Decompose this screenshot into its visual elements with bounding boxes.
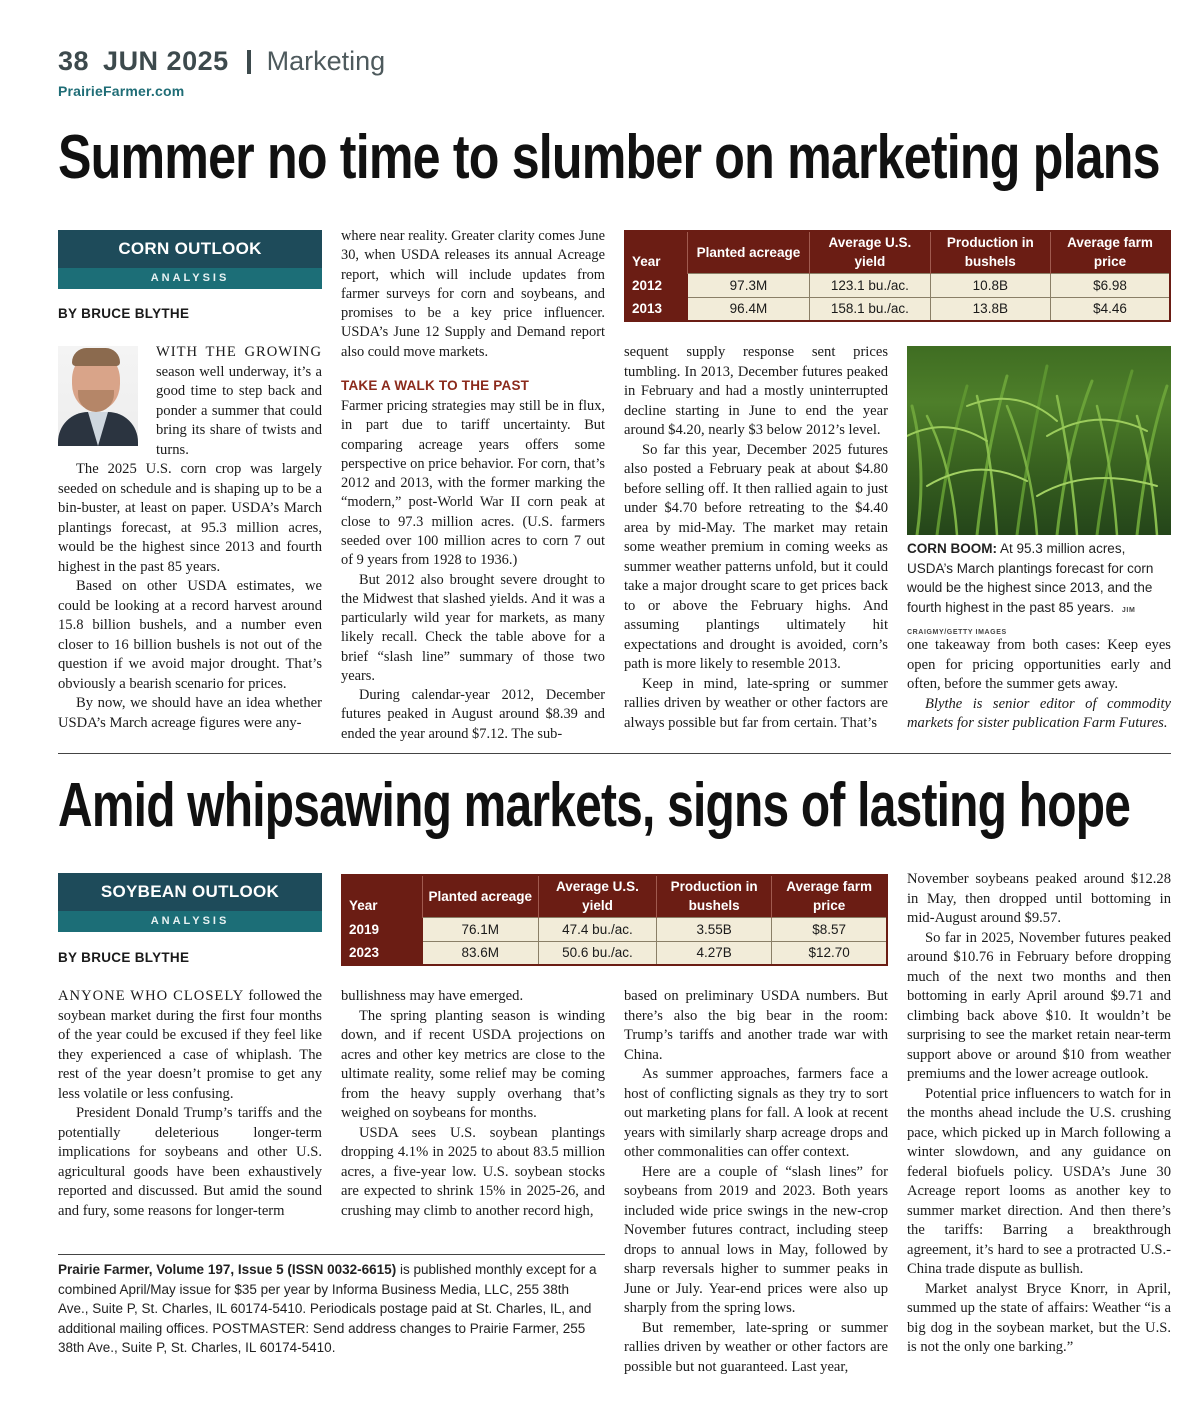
- table-cell: 3.55B: [657, 917, 772, 941]
- paragraph: Market analyst Bryce Knorr, in April, summed up the state of affairs: Weather “is a big dog in the soybean market, but the U.S. is not the only one barking.”: [907, 1280, 1171, 1355]
- article-1-headline: Summer no time to slumber on marketing plans: [58, 123, 1160, 192]
- table-row: [342, 941, 887, 965]
- outlook-subtitle: ANALYSIS: [58, 911, 322, 932]
- paragraph: Potential price influencers to watch for in the months ahead include the U.S. crushing pace, which picked up in March following a winter slowdown, and any guidance on federal biofuels policy. USDA’s June 30 Acreage report looms as another key to summer market direction. And then there’s the tariffs: Barring a breakthrough agreement, it’s hard to see a protracted U.S.-China trade dispute as bullish.: [907, 1085, 1171, 1277]
- table-cell: 97.3M: [687, 273, 809, 297]
- caption-lead: CORN BOOM:: [907, 541, 997, 556]
- colophon: [58, 1260, 598, 1358]
- paragraph: During calendar-year 2012, December futures peaked in August around $8.39 and ended the year around $7.12. The sub-: [341, 687, 605, 742]
- table-row: [625, 273, 1170, 297]
- table-cell: 96.4M: [687, 297, 809, 321]
- table-header: Year: [625, 231, 687, 273]
- paragraph: So far this year, December 2025 futures also posted a February peak at about $4.80 before selling off. It then rallied again to just under $4.70 before retreating to the $4.40 area by mid-May. The market may retain some weather premium in coming weeks as summer weather patterns unfold, but it could take a major drought scare to get prices back to or above the February highs. And assuming plantings ultimately hit expectations and drought is avoided, corn’s path is more likely to resemble 2013.: [624, 441, 888, 672]
- table-cell: 13.8B: [930, 297, 1050, 321]
- paragraph: The spring planting season is winding down, and if recent USDA projections on acres and other key metrics are close to the ultimate reality, some relief may be coming from the heavy supply overhang that’s weighed on soybeans for months.: [341, 1007, 605, 1121]
- article-2-column-4: [907, 870, 1171, 1358]
- paragraph: President Donald Trump’s tariffs and the potentially deleterious longer-term implications for soybeans and other U.S. agricultural goods have been exhaustively reported and discussed. But amid the sound and fury, some reasons for longer-term: [58, 1105, 322, 1219]
- paragraph: November soybeans peaked around $12.28 in May, then dropped until bottoming in mid-August around $9.57.: [907, 871, 1171, 926]
- page-header: [58, 46, 385, 99]
- paragraph: But remember, late-spring or summer rallies driven by weather or other factors are possible but not guaranteed. Last year,: [624, 1319, 888, 1375]
- table-cell: 47.4 bu./ac.: [538, 917, 656, 941]
- table-cell: $4.46: [1051, 297, 1170, 321]
- paragraph: USDA sees U.S. soybean plantings dropping 4.1% in 2025 to about 83.5 million acres, a five-year low. U.S. soybean stocks are expected to shrink 15% in 2025-26, and crushing may climb to another record high,: [341, 1124, 605, 1219]
- issue-date: JUN 2025: [103, 46, 229, 76]
- table-header: Production in bushels: [657, 875, 772, 917]
- byline: BY BRUCE BLYTHE: [58, 306, 190, 321]
- table-header: Planted acreage: [422, 875, 538, 917]
- paragraph: sequent supply response sent prices tumbling. In 2013, December futures peaked in February and had a mostly uninterrupted decline starting in June to end the year around $4.20, nearly $3 below 2012’s level.: [624, 344, 888, 438]
- article-2-column-3: [624, 987, 888, 1377]
- paragraph: By now, we should have an idea whether USDA’s March acreage figures were any-: [58, 695, 322, 731]
- paragraph: Farmer pricing strategies may still be in flux, in part due to tariff uncertainty. But comparing acreage years offers some perspective on price behavior. For corn, that’s 2012 and 2013, with the former marking the “modern,” post-World War II corn peak at close to 97.3 million acres. (U.S. farmers seeded over 100 million acres to corn 7 out of 9 years from 1928 to 1936.): [341, 398, 605, 569]
- corn-data-table: [624, 230, 1171, 322]
- table-cell: 10.8B: [930, 273, 1050, 297]
- colophon-title: Prairie Farmer, Volume 197, Issue 5 (ISSN 0032-6615): [58, 1262, 397, 1277]
- table-header: Average U.S. yield: [538, 875, 656, 917]
- section-name: Marketing: [266, 46, 386, 76]
- table-header: Planted acreage: [687, 231, 809, 273]
- article-2-column-2: [341, 987, 605, 1221]
- table-row: [342, 917, 887, 941]
- article-2-column-1: [58, 987, 322, 1221]
- paragraph: But 2012 also brought severe drought to the Midwest that slashed yields. And it was a particularly wild year for markets, as many likely recall. Check the table above for a brief “slash line” summary of those two years.: [341, 571, 605, 684]
- soybean-outlook-box: [58, 873, 322, 932]
- table-header: Average farm price: [772, 875, 887, 917]
- outlook-title: CORN OUTLOOK: [58, 230, 322, 268]
- table-cell: 158.1 bu./ac.: [810, 297, 930, 321]
- table-cell: 50.6 bu./ac.: [538, 941, 656, 965]
- table-header: Production in bushels: [930, 231, 1050, 273]
- author-bio: Blythe is senior editor of commodity markets for sister publication Farm Futures.: [907, 695, 1171, 731]
- paragraph: Here are a couple of “slash lines” for soybeans from 2019 and 2023. Both years included wide price swings in the new-crop November futures contract, including steep drops to annual lows in May, followed by sharp reversals higher to summer peaks in June or July. Year-end prices were also up sharply from the spring lows.: [624, 1163, 888, 1316]
- paragraph: where near reality. Greater clarity comes June 30, when USDA releases its annual Acreage report, which will include updates from farmer surveys for corn and soybeans, and promises to be a key price influencer. USDA’s June 12 Supply and Demand report also could move markets.: [341, 228, 605, 360]
- article-1-column-4: [907, 636, 1171, 734]
- folio: [58, 46, 385, 77]
- byline: BY BRUCE BLYTHE: [58, 950, 190, 965]
- table-cell: 76.1M: [422, 917, 538, 941]
- paragraph: So far in 2025, November futures peaked around $10.76 in February before dropping much of the next two months and then bottoming in early April around $9.71 and climbing back above $10. It wouldn’t be surprising to see the market retain near-term support above or around $10 from weather premiums and the lower acreage outlook.: [907, 929, 1171, 1082]
- paragraph: Keep in mind, late-spring or summer rallies driven by weather or other factors are always possible but far from certain. That’s: [624, 675, 888, 731]
- table-cell: 2012: [625, 273, 687, 297]
- corn-field-photo: [907, 346, 1171, 535]
- folio-divider: [247, 50, 251, 74]
- table-cell: $12.70: [772, 941, 887, 965]
- photo-credit: JIM CRAIGMY/GETTY IMAGES: [907, 606, 1136, 636]
- article-1-column-2: [341, 227, 605, 744]
- lead-paragraph: WITH THE GROWING season well underway, it’s a good time to step back and ponder a summer that could bring its share of twists and turns.: [156, 344, 322, 458]
- site-url[interactable]: PrairieFarmer.com: [58, 83, 185, 99]
- table-cell: 2013: [625, 297, 687, 321]
- table-cell: 2023: [342, 941, 422, 965]
- lead-paragraph: ANYONE WHO CLOSELY followed the soybean market during the first four months of the year could be excused if they feel like they experienced a case of whiplash. The rest of the year doesn’t promise to get any less volatile or less confusing.: [58, 988, 322, 1102]
- caption-text: At 95.3 million acres, USDA’s March plantings forecast for corn would be the highest since 2013, and the fourth highest in the past 85 years.: [907, 541, 1154, 615]
- table-header: Year: [342, 875, 422, 917]
- paragraph: As summer approaches, farmers face a host of conflicting signals as they try to sort out marketing plans for fall. A look at recent years with similarly sharp acreage drops and other commonalities can offer context.: [624, 1066, 888, 1160]
- paragraph: Based on other USDA estimates, we could be looking at a record harvest around 15.8 billion bushels, and a number even closer to 16 billion bushels is not out of the question if we avoid major drought. That’s obviously a bearish scenario for prices.: [58, 578, 322, 692]
- photo-caption: [907, 539, 1171, 643]
- outlook-subtitle: ANALYSIS: [58, 268, 322, 289]
- paragraph: The 2025 U.S. corn crop was largely seeded on schedule and is shaping up to be a bin-buster, at least on paper. USDA’s March plantings forecast, at 95.3 million acres, would be the highest since 2013 and fourth highest in the past 85 years.: [58, 461, 322, 575]
- table-header: Average U.S. yield: [810, 231, 930, 273]
- table-cell: 123.1 bu./ac.: [810, 273, 930, 297]
- outlook-title: SOYBEAN OUTLOOK: [58, 873, 322, 911]
- paragraph: based on preliminary USDA numbers. But there’s also the big bear in the room: Trump’s tariffs and another trade war with China.: [624, 988, 888, 1063]
- paragraph: bullishness may have emerged.: [341, 988, 524, 1004]
- article-1-column-3: [624, 343, 888, 733]
- colophon-text: is published monthly except for a combined April/May issue for $35 per year by Informa Business Media, LLC, 255 38th Ave., Suite P, St. Charles, IL 60174-5410. Periodicals postage paid at St. Charles, IL, and additional mailing offices. POSTMASTER: Send address changes to Prairie Farmer, 255 38th Ave., Suite P, St. Charles, IL 60174-5410.: [58, 1262, 597, 1355]
- page-number: 38: [58, 46, 90, 76]
- table-cell: 83.6M: [422, 941, 538, 965]
- table-cell: $8.57: [772, 917, 887, 941]
- table-cell: 4.27B: [657, 941, 772, 965]
- table-header: Average farm price: [1051, 231, 1170, 273]
- article-2-headline: Amid whipsawing markets, signs of lasting hope: [58, 771, 1131, 840]
- colophon-divider: [58, 1254, 605, 1255]
- subhead: TAKE A WALK TO THE PAST: [341, 377, 530, 393]
- paragraph: one takeaway from both cases: Keep eyes open for pricing opportunities early and often, before the summer gets away.: [907, 637, 1171, 692]
- corn-outlook-box: [58, 230, 322, 289]
- table-cell: $6.98: [1051, 273, 1170, 297]
- table-cell: 2019: [342, 917, 422, 941]
- article-1-column-1: [58, 343, 322, 733]
- table-row: [625, 297, 1170, 321]
- soybean-data-table: [341, 874, 888, 966]
- article-divider: [58, 753, 1171, 754]
